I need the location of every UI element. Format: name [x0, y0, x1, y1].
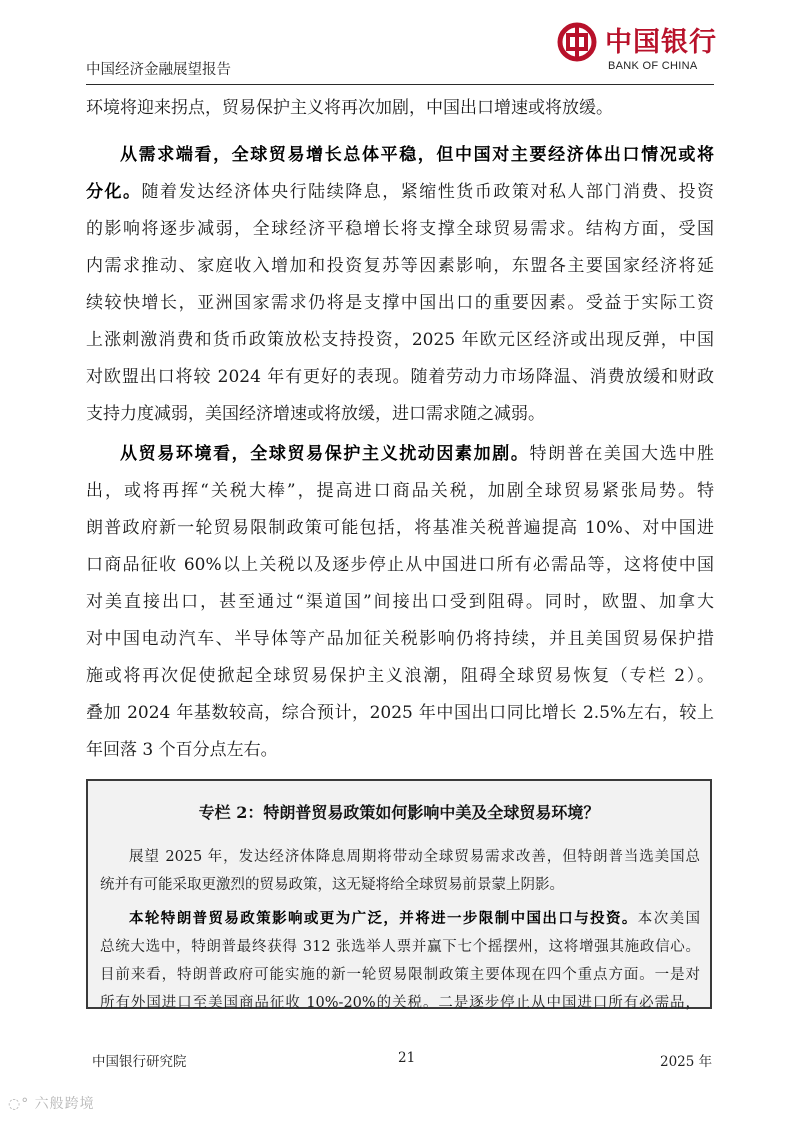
text-line: 支持力度减弱，美国经济增速或将放缓，进口需求随之减弱。: [86, 404, 545, 424]
text-line: [86, 174, 714, 211]
report-title: 中国经济金融展望报告: [86, 62, 231, 78]
watermark: [8, 1093, 95, 1113]
text-line: 展望 2025 年，发达经济体降息周期将带动全球贸易需求改善，但特朗普当选美国总: [129, 849, 700, 865]
text-line: 所有外国进口至美国商品征收 10%-20%的关税。二是逐步停止从中国进口所有必需品，: [100, 995, 700, 1011]
text-line: 叠加 2024 年基数较高，综合预计，2025 年中国出口同比增长 2.5%左右，较上: [86, 703, 714, 723]
bold-lead: 从需求端看，全球贸易增长总体平稳，但中国对主要经济体出口情况或将: [120, 145, 714, 165]
text-line: 口商品征收 60%以上关税以及逐步停止从中国进口所有必需品等，这将使中国: [86, 555, 714, 575]
footer-year: 2025 年: [660, 1054, 713, 1070]
text-line: 目前来看，特朗普政府可能实施的新一轮贸易限制政策主要体现在四个重点方面。一是对: [100, 967, 700, 983]
text-line: 对中国电动汽车、半导体等产品加征关税影响仍将持续，并且美国贸易保护措: [86, 629, 714, 649]
watermark-icon: ◌°: [8, 1096, 35, 1112]
text-line: 统并有可能采取更激烈的贸易政策，这无疑将给全球贸易前景蒙上阴影。: [100, 877, 564, 893]
logo-chinese-text: 中国银行: [605, 27, 717, 58]
column-box: [86, 779, 712, 1009]
column-paragraph-outlook: [100, 843, 700, 899]
text-line: [100, 905, 700, 933]
page-number: 21: [398, 1050, 416, 1066]
text-span: 特朗普在美国大选中胜: [529, 444, 714, 464]
bold-lead: 从贸易环境看，全球贸易保护主义扰动因素加剧。: [120, 444, 530, 464]
bold-lead: 本轮特朗普贸易政策影响或更为广泛，并将进一步限制中国出口与投资。: [129, 910, 638, 927]
column-paragraph-policy: [100, 905, 700, 1017]
text-line: [86, 137, 714, 174]
text-line: 上涨刺激消费和货币政策放松支持投资，2025 年欧元区经济或出现反弹，中国: [86, 330, 714, 350]
bank-logo: [557, 20, 737, 80]
text-span: 本次美国: [637, 911, 700, 927]
text-line: 朗普政府新一轮贸易限制政策可能包括，将基准关税普遍提高 10%、对中国进: [86, 518, 714, 538]
watermark-text: 六般跨境: [34, 1096, 95, 1112]
text-line: 总统大选中，特朗普最终获得 312 张选举人票并赢下七个摇摆州，这将增强其施政信心。: [100, 939, 700, 955]
bank-of-china-emblem-icon: [557, 22, 597, 62]
text-line: 对欧盟出口将较 2024 年有更好的表现。随着劳动力市场降温、消费放缓和财政: [86, 367, 714, 387]
text-line: 出，或将再挥“关税大棒”，提高进口商品关税，加剧全球贸易紧张局势。特: [86, 481, 714, 501]
text-line: 续较快增长，亚洲国家需求仍将是支撑中国出口的重要因素。受益于实际工资: [86, 293, 714, 313]
text-line: 内需求推动、家庭收入增加和投资复苏等因素影响，东盟各主要国家经济将延: [86, 256, 714, 276]
text-line: 对美直接出口，甚至通过“渠道国”间接出口受到阻碍。同时，欧盟、加拿大: [86, 592, 714, 612]
paragraph-intro: [86, 90, 714, 127]
text-line: 施或将再次促使掀起全球贸易保护主义浪潮，阻碍全球贸易恢复（专栏 2）。: [86, 666, 714, 686]
logo-english-text: BANK OF CHINA: [608, 60, 698, 72]
text-line: 环境将迎来拐点，贸易保护主义将再次加剧，中国出口增速或将放缓。: [86, 98, 613, 118]
text-line: 年回落 3 个百分点左右。: [86, 740, 278, 760]
text-line: [86, 436, 714, 473]
bold-lead: 分化。: [86, 182, 142, 202]
text-span: 随着发达经济体央行陆续降息，紧缩性货币政策对私人部门消费、投资: [141, 182, 714, 202]
paragraph-trade-environment: [86, 436, 714, 769]
paragraph-demand: [86, 137, 714, 433]
footer-institute: 中国银行研究院: [92, 1054, 187, 1070]
header-divider: [86, 84, 714, 85]
column-box-title: 专栏 2：特朗普贸易政策如何影响中美及全球贸易环境？: [198, 803, 600, 822]
text-line: 的影响将逐步减弱，全球经济平稳增长将支撑全球贸易需求。结构方面，受国: [86, 219, 714, 239]
